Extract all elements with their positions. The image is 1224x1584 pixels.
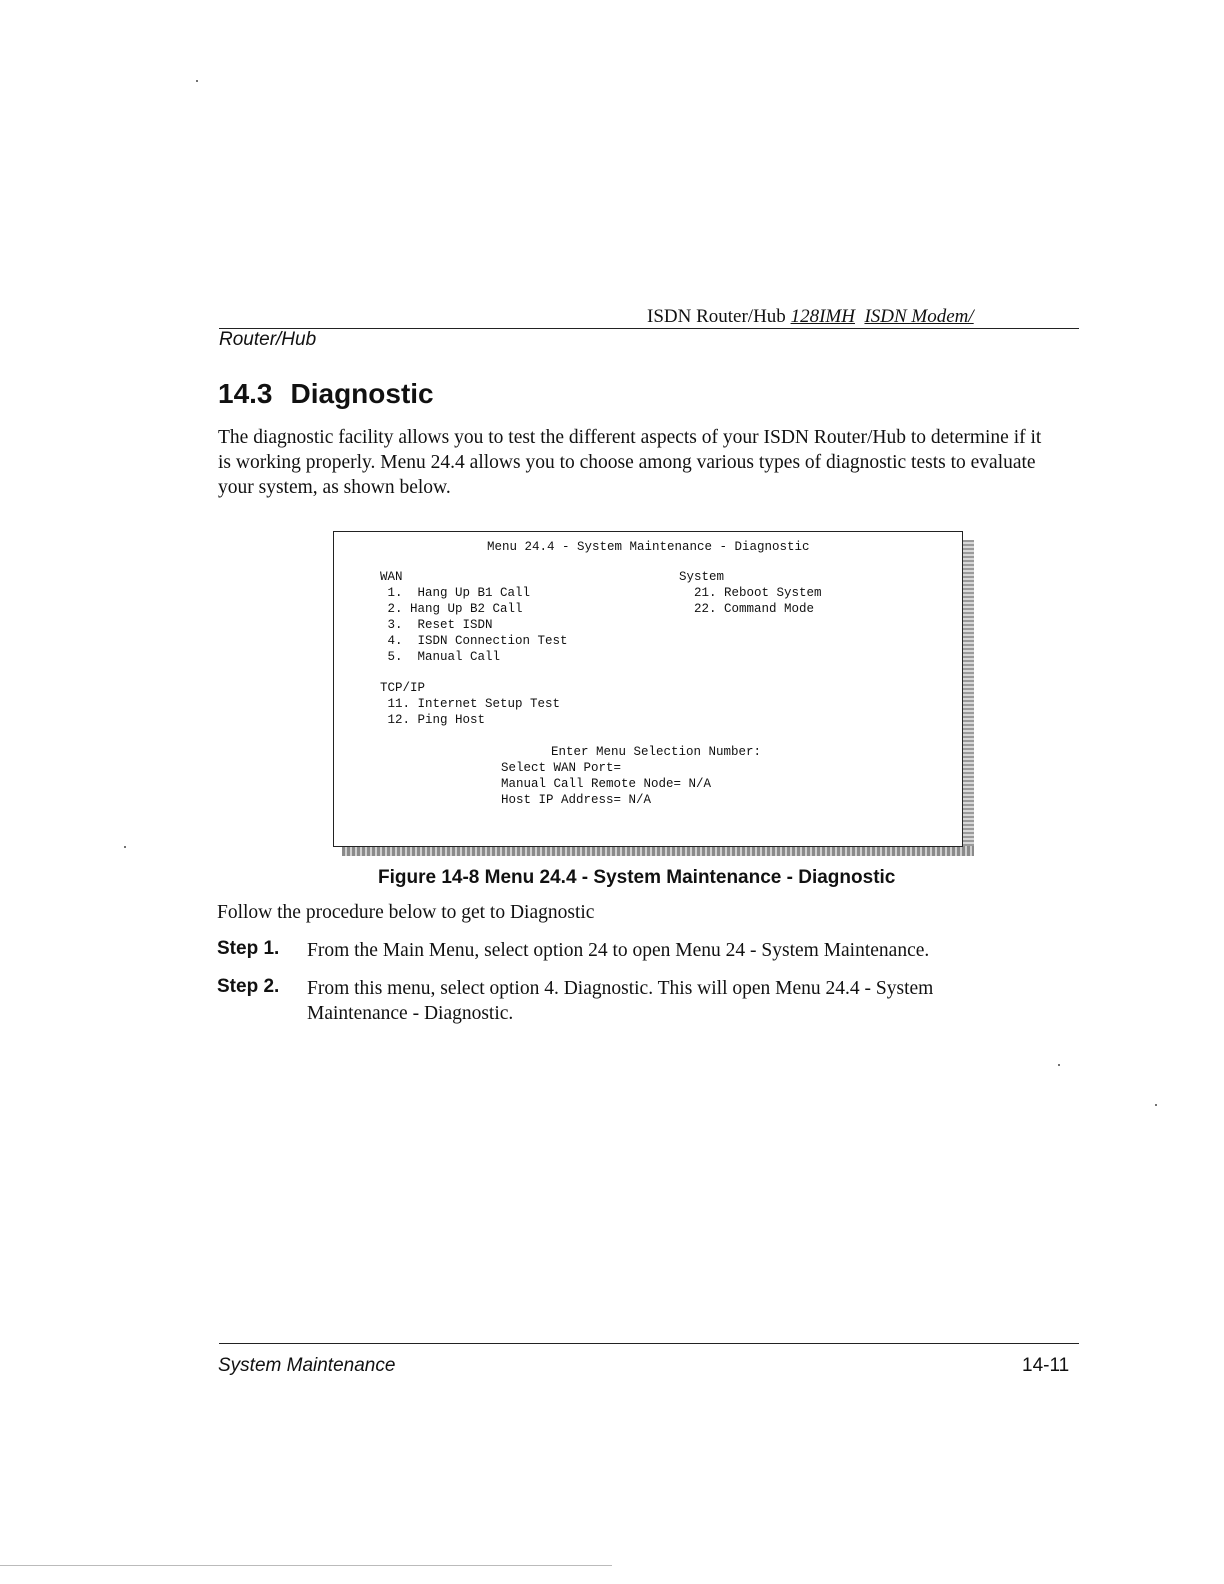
tcpip-item-12: 12. Ping Host (380, 713, 486, 727)
system-item-22: 22. Command Mode (679, 602, 815, 616)
wan-item-3: 3. Reset ISDN (380, 618, 493, 632)
screen-shadow-right (962, 540, 974, 856)
footer-page-number: 14-11 (1022, 1355, 1070, 1376)
step-2-label: Step 2. (217, 976, 280, 997)
header-rule (219, 328, 1079, 329)
wan-item-5: 5. Manual Call (380, 650, 501, 664)
wan-heading: WAN (380, 570, 403, 584)
procedure-intro: Follow the procedure below to get to Diagnostic (217, 902, 595, 923)
header-product: ISDN Router/Hub (647, 306, 791, 327)
footer-rule (219, 1343, 1079, 1344)
scan-speck (1155, 1104, 1157, 1106)
menu-title: Menu 24.4 - System Maintenance - Diagnostic (487, 540, 810, 554)
scan-speck (1058, 1064, 1060, 1066)
section-title: Diagnostic (290, 378, 434, 409)
header-model: 128IMH (790, 306, 855, 327)
scan-speck (196, 80, 198, 82)
tcpip-heading: TCP/IP (380, 681, 426, 695)
terminal-screen (333, 531, 963, 847)
field-host-ip: Host IP Address= N/A (501, 793, 652, 807)
step-2-text: From this menu, select option 4. Diagnostic. This will open Menu 24.4 - System Maintenance - Diagnostic. (307, 978, 934, 1024)
header-model-type: ISDN Modem/ (864, 306, 974, 327)
scan-speck (124, 846, 126, 848)
intro-paragraph: The diagnostic facility allows you to test the different aspects of your ISDN Router/Hub to determine if it is working properly. Menu 24.4 allows you to choose among various types of diagnostic tests to evaluate your system, as shown below. (218, 427, 1042, 498)
section-number: 14.3 (218, 378, 273, 409)
wan-item-1: 1. Hang Up B1 Call (380, 586, 531, 600)
scan-edge-line (0, 1565, 612, 1566)
step-1-label: Step 1. (217, 938, 280, 959)
footer-chapter: System Maintenance (218, 1355, 396, 1376)
step-1-text: From the Main Menu, select option 24 to open Menu 24 - System Maintenance. (307, 940, 930, 961)
system-item-21: 21. Reboot System (679, 586, 822, 600)
wan-item-2: 2. Hang Up B2 Call (380, 602, 523, 616)
section-heading (218, 378, 434, 410)
system-heading: System (679, 570, 725, 584)
header-continuation: Router/Hub (219, 329, 317, 350)
field-remote-node: Manual Call Remote Node= N/A (501, 777, 712, 791)
selection-prompt: Enter Menu Selection Number: (551, 745, 762, 759)
figure-caption: Figure 14-8 Menu 24.4 - System Maintenance - Diagnostic (378, 867, 896, 888)
screen-shadow-bottom (342, 846, 974, 856)
wan-item-4: 4. ISDN Connection Test (380, 634, 568, 648)
tcpip-item-11: 11. Internet Setup Test (380, 697, 561, 711)
field-wan-port: Select WAN Port= (501, 761, 622, 775)
running-header (647, 306, 974, 328)
